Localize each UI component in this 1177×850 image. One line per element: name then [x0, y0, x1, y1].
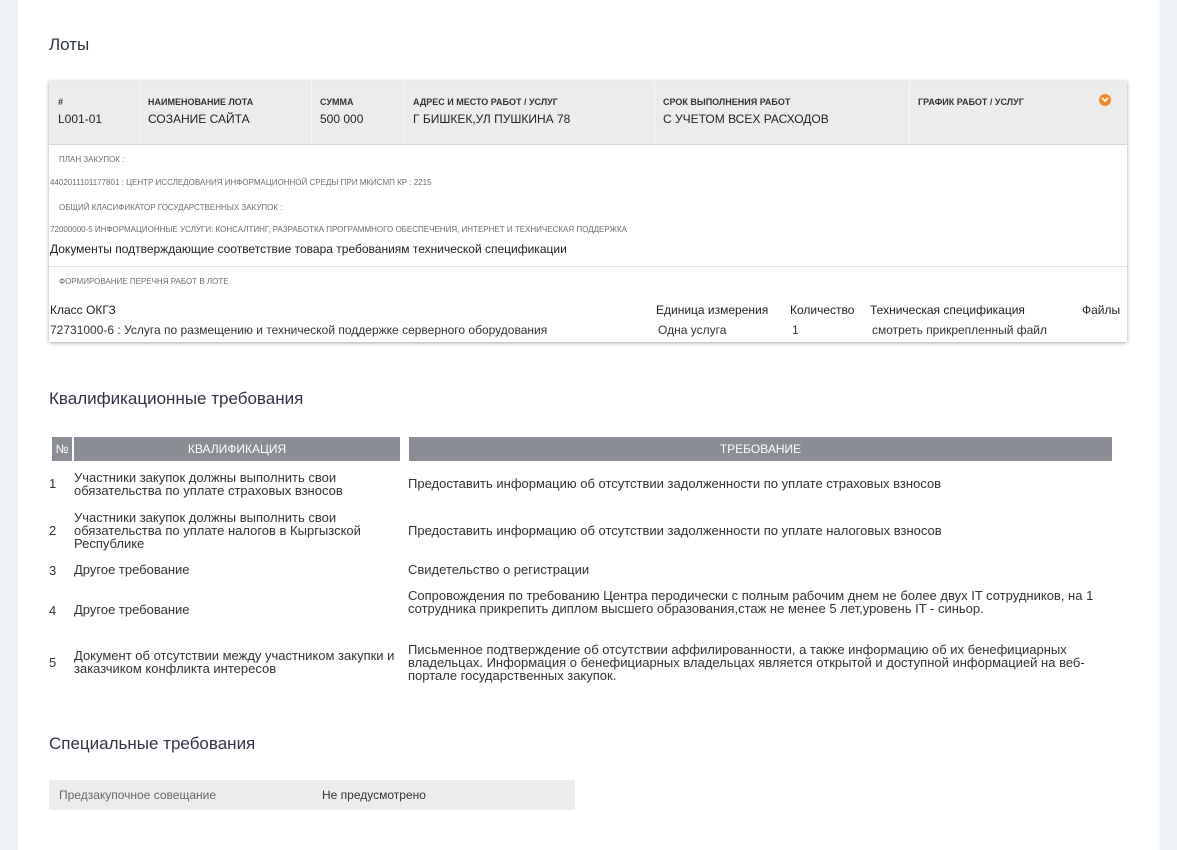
- q-header-qualification: КВАЛИФИКАЦИЯ: [74, 437, 400, 461]
- page-content: [18, 0, 1159, 850]
- col-divider: [654, 81, 655, 144]
- special-title: Специальные требования: [49, 734, 256, 753]
- col-divider: [311, 81, 312, 144]
- lot-schedule-label: ГРАФИК РАБОТ / УСЛУГ: [918, 97, 1024, 107]
- lot-card: [49, 81, 1127, 342]
- works-cell-quantity: 1: [792, 323, 799, 337]
- q-header-number: №: [52, 437, 72, 461]
- q-row-number: 2: [49, 523, 57, 538]
- documents-text: Документы подтверждающие соответствие товара требованиям технической спецификации: [50, 242, 567, 256]
- lot-header[interactable]: [49, 81, 1127, 145]
- special-row-label: Предзакупочное совещание: [59, 788, 217, 802]
- lot-name-label: НАИМЕНОВАНИЕ ЛОТА: [148, 97, 254, 107]
- classifier-value: 72000000-5 ИНФОРМАЦИОННЫЕ УСЛУГИ: КОНСАЛТИНГ, РАЗРАБОТКА ПРОГРАММНОГО ОБЕСПЕЧЕНИЯ, ИНТЕРНЕТ И ТЕХНИЧЕСКАЯ ПОДДЕРЖКА: [50, 225, 627, 234]
- q-row-requirement: Письменное подтверждение об отсутствии аффилированности, а также информацию об их бенефициарных владельцах. Информация о бенефициарных владельцах является открытой и доступной информацией на веб-портале государственных закупок.: [408, 642, 1085, 683]
- q-row-qualification: Другое требование: [74, 562, 190, 577]
- works-cell-unit: Одна услуга: [658, 323, 727, 337]
- works-header-spec: Техническая спецификация: [870, 303, 1025, 317]
- lot-number-label: #: [58, 97, 64, 107]
- chevron-down-circle-icon[interactable]: [1099, 94, 1111, 106]
- lot-deadline-label: СРОК ВЫПОЛНЕНИЯ РАБОТ: [663, 97, 791, 107]
- works-label: ФОРМИРОВАНИЕ ПЕРЕЧНЯ РАБОТ В ЛОТЕ: [59, 277, 229, 286]
- q-row-requirement: Сопровождения по требованию Центра перодически с полным рабочим днем не более двух IT сотрудников, на 1 сотрудника прикрепить диплом высшего образования,стаж не менее 5 лет,уровень IT - синьор.: [408, 588, 1094, 616]
- lot-sum-label: СУММА: [320, 97, 354, 107]
- works-cell-spec[interactable]: смотреть прикрепленный файл: [872, 323, 1048, 337]
- special-row: [49, 780, 575, 810]
- classifier-label: ОБЩИЙ КЛАСИФИКАТОР ГОСУДАРСТВЕННЫХ ЗАКУПОК :: [59, 203, 283, 212]
- q-row-number: 3: [49, 563, 57, 578]
- q-row-requirement: Предоставить информацию об отсутствии задолженности по уплате страховых взносов: [408, 476, 942, 491]
- plan-value: 4402011101177801 : ЦЕНТР ИССЛЕДОВАНИЯ ИНФОРМАЦИОННОЙ СРЕДЫ ПРИ МКИСМП КР : 2215: [50, 178, 432, 187]
- q-row-number: 4: [49, 603, 57, 618]
- q-row-qualification: Участники закупок должны выполнить свои обязательства по уплате налогов в Кыргызской Республике: [74, 510, 361, 551]
- special-row-value: Не предусмотрено: [322, 788, 426, 802]
- lot-address-label: АДРЕС И МЕСТО РАБОТ / УСЛУГ: [413, 97, 558, 107]
- works-header-class: Класс ОКГЗ: [50, 303, 116, 317]
- works-header-unit: Единица измерения: [656, 303, 769, 317]
- q-row-number: 1: [49, 476, 57, 491]
- q-row-qualification: Участники закупок должны выполнить свои обязательства по уплате страховых взносов: [74, 470, 343, 498]
- works-header-files: Файлы: [1082, 303, 1121, 317]
- col-divider: [909, 81, 910, 144]
- q-row-number: 5: [49, 655, 57, 670]
- q-row-requirement: Предоставить информацию об отсутствии задолженности по уплате налоговых взносов: [408, 523, 942, 538]
- lot-deadline-value: С УЧЕТОМ ВСЕХ РАСХОДОВ: [663, 112, 829, 126]
- lot-sum-value: 500 000: [320, 112, 364, 126]
- q-row-requirement: Свидетельство о регистрации: [408, 562, 590, 577]
- q-row-qualification: Другое требование: [74, 602, 190, 617]
- works-cell-class: 72731000-6 : Услуга по размещению и технической поддержке серверного оборудования: [50, 323, 548, 337]
- q-header-requirement: ТРЕБОВАНИЕ: [409, 437, 1112, 461]
- divider: [49, 266, 1127, 267]
- qualification-title: Квалификационные требования: [49, 389, 304, 408]
- col-divider: [404, 81, 405, 144]
- lots-title: Лоты: [49, 35, 90, 54]
- works-header-quantity: Количество: [790, 303, 855, 317]
- col-divider: [139, 81, 140, 144]
- plan-label: ПЛАН ЗАКУПОК :: [59, 155, 125, 164]
- q-row-qualification: Документ об отсутствии между участником закупки и заказчиком конфликта интересов: [74, 648, 395, 676]
- lot-name-value: СОЗАНИЕ САЙТА: [148, 112, 250, 126]
- lot-number-value: L001-01: [58, 112, 103, 126]
- lot-address-value: Г БИШКЕК,УЛ ПУШКИНА 78: [413, 112, 571, 126]
